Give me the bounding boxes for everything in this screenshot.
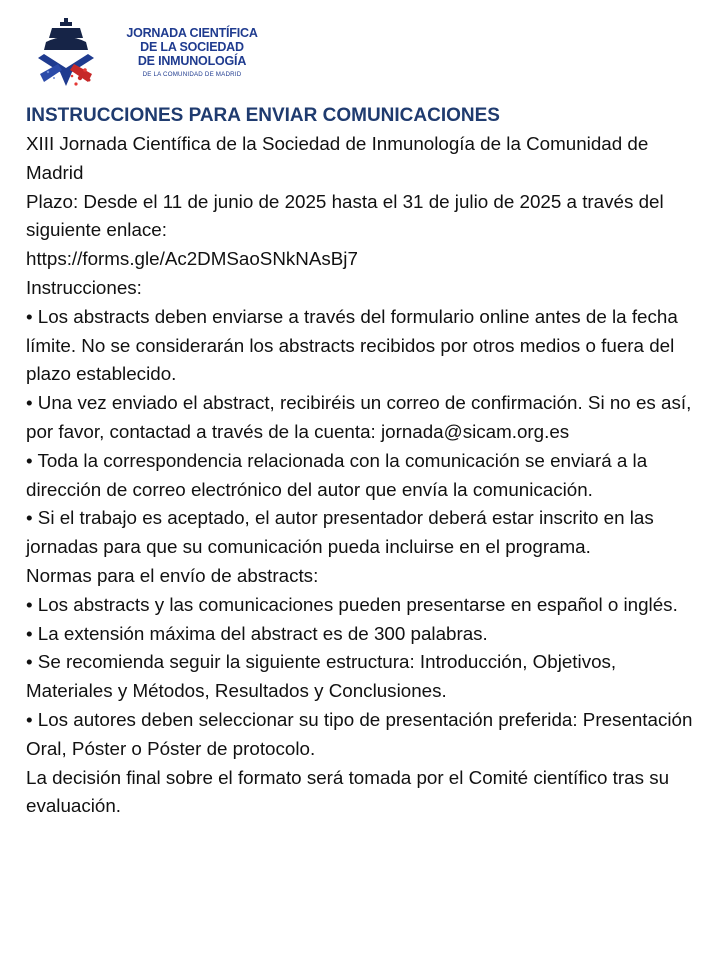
list-item: • Una vez enviado el abstract, recibiréis un correo de confirmación. Si no es así, por favor, contactad a través de la cuenta: jornada@sicam.org.es [26,392,692,442]
list-item: • Los autores deben seleccionar su tipo de presentación preferida: Presentación Oral, Póster o Póster de protocolo. [26,708,693,759]
instructions-label: Instrucciones: [26,276,142,298]
list-item: • Los abstracts y las comunicaciones pueden presentarse en español o inglés. [26,593,678,615]
deadline-text: Plazo: Desde el 11 de junio de 2025 hasta el 31 de julio de 2025 a través del siguiente enlace: [26,190,664,241]
form-link[interactable]: https://forms.gle/Ac2DMSaoSNkNAsBj7 [26,248,358,270]
list-item: • Los abstracts deben enviarse a través del formulario online antes de la fecha límite. No se considerarán los abstracts recibidos por otros medios o fuera del plazo establecido. [26,305,678,385]
society-emblem-icon [26,12,106,92]
final-note: La decisión final sobre el formato será tomada por el Comité científico tras su evaluación. [26,766,670,817]
logo-wordmark [112,26,272,78]
rules-label: Normas para el envío de abstracts: [26,564,319,586]
instructions-content [26,102,706,821]
logo-line-1: JORNADA CIENTÍFICA [126,26,258,40]
list-item: • La extensión máxima del abstract es de 300 palabras. [26,622,488,644]
event-title: XIII Jornada Científica de la Sociedad de Inmunología de la Comunidad de Madrid [26,133,649,183]
logo-line-3: DE INMUNOLOGÍA [137,54,247,68]
list-item: • Si el trabajo es aceptado, el autor presentador deberá estar inscrito en las jornadas para que su comunicación pueda incluirse en el programa. [26,507,654,558]
logo-subtitle: DE LA COMUNIDAD DE MADRID [142,71,242,78]
society-logo [26,12,266,92]
list-item: • Toda la correspondencia relacionada con la comunicación se enviará a la dirección de correo electrónico del autor que envía la comunicación. [26,449,648,500]
page-title: INSTRUCCIONES PARA ENVIAR COMUNICACIONES [26,105,500,126]
logo-line-2: DE LA SOCIEDAD [140,40,244,54]
list-item: • Se recomienda seguir la siguiente estructura: Introducción, Objetivos, Materiales y Métodos, Resultados y Conclusiones. [26,651,617,702]
